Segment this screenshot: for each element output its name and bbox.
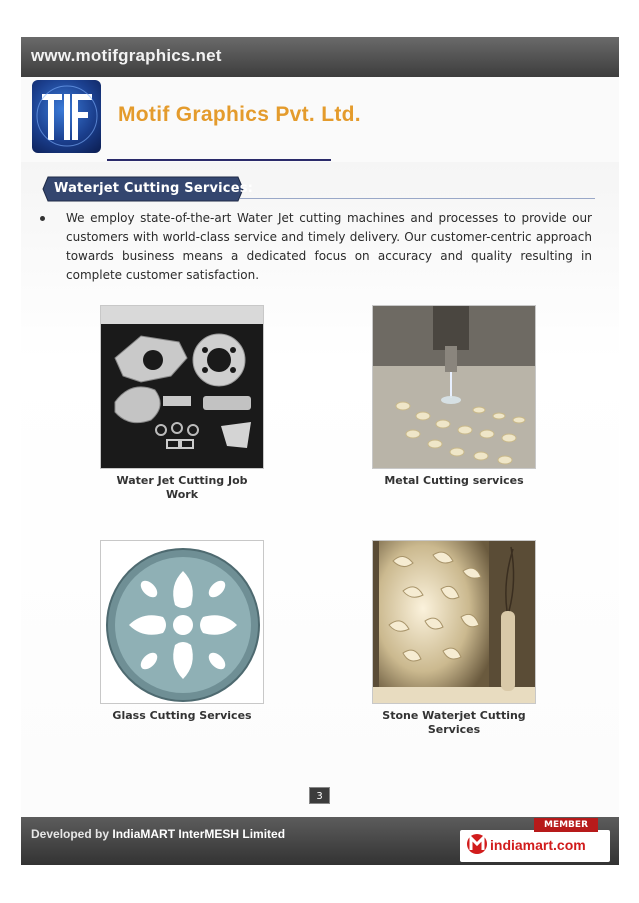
developed-by-label: Developed by <box>31 827 113 841</box>
top-bar <box>21 37 619 77</box>
intro-paragraph: We employ state-of-the-art Water Jet cutting machines and processes to provide our customers with world-class service and timely delivery. Our customer-centric approach towards business means a dedicated focus on accuracy and quality resulting in complete customer satisfaction. <box>66 211 592 282</box>
page-number: 3 <box>309 787 330 804</box>
product-caption: Metal Cutting services <box>384 474 524 487</box>
header-divider <box>107 159 331 161</box>
developer-link[interactable]: IndiaMART InterMESH Limited <box>112 827 286 841</box>
section-title: Waterjet Cutting Services: <box>54 181 254 196</box>
metal-parts-photo <box>100 305 264 469</box>
product-caption: Water Jet Cutting Job Work <box>116 474 248 501</box>
waterjet-nozzle-photo <box>372 305 536 469</box>
company-name: Motif Graphics Pvt. Ltd. <box>118 103 361 126</box>
footer-credit <box>31 827 285 841</box>
motif-logo-icon <box>32 80 101 153</box>
company-logo <box>32 80 101 153</box>
product-caption: Glass Cutting Services <box>112 709 252 722</box>
website-url[interactable]: www.motifgraphics.net <box>31 46 222 65</box>
glass-disc-photo <box>100 540 264 704</box>
member-badge: MEMBER <box>534 818 598 832</box>
indiamart-logo-text: indiamart.com <box>490 837 586 853</box>
indiamart-logo-icon <box>466 832 488 860</box>
product-caption: Stone Waterjet Cutting Services <box>382 709 526 736</box>
stone-wall-photo <box>372 540 536 704</box>
section-divider <box>240 198 595 199</box>
bullet-icon <box>40 216 45 221</box>
